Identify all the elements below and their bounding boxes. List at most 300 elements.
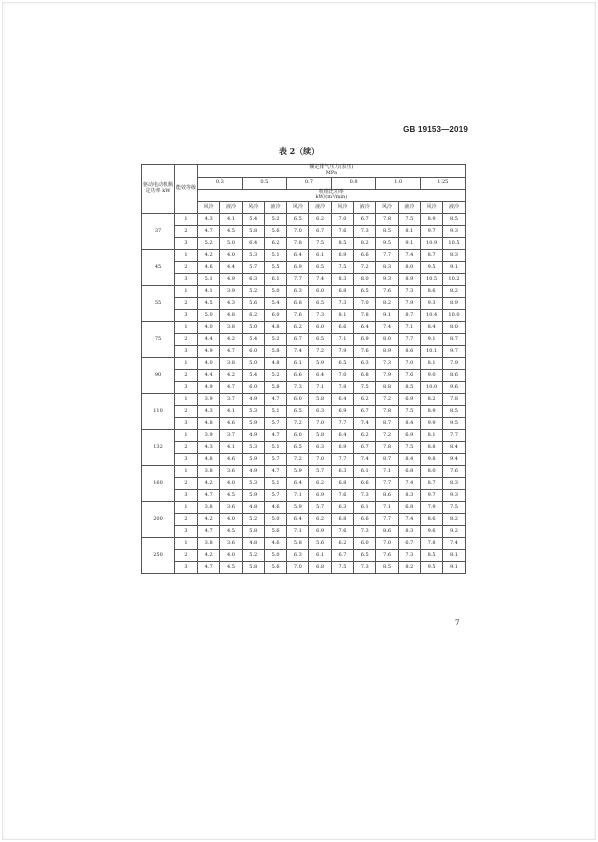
value-cell: 7.5 bbox=[398, 406, 420, 418]
value-cell: 6.3 bbox=[287, 286, 309, 298]
value-cell: 4.7 bbox=[264, 466, 286, 478]
value-cell: 5.1 bbox=[264, 250, 286, 262]
value-cell: 3.7 bbox=[220, 430, 242, 442]
value-cell: 6.0 bbox=[287, 394, 309, 406]
value-cell: 6.5 bbox=[354, 550, 376, 562]
value-cell: 3.9 bbox=[220, 286, 242, 298]
value-cell: 10.9 bbox=[420, 238, 442, 250]
grade-cell: 2 bbox=[175, 550, 198, 562]
value-cell: 7.3 bbox=[398, 286, 420, 298]
grade-cell: 2 bbox=[175, 226, 198, 238]
value-cell: 4.8 bbox=[264, 322, 286, 334]
value-cell: 4.0 bbox=[220, 514, 242, 526]
value-cell: 7.4 bbox=[443, 538, 465, 550]
value-cell: 6.7 bbox=[354, 442, 376, 454]
grade-cell: 1 bbox=[175, 466, 198, 478]
value-cell: 7.6 bbox=[354, 346, 376, 358]
value-cell: 7.4 bbox=[376, 322, 398, 334]
value-cell: 6.8 bbox=[398, 502, 420, 514]
value-cell: 8.1 bbox=[398, 226, 420, 238]
value-cell: 6.9 bbox=[309, 490, 331, 502]
value-cell: 5.0 bbox=[264, 514, 286, 526]
value-cell: 6.2 bbox=[309, 514, 331, 526]
value-cell: 9.7 bbox=[420, 490, 442, 502]
value-cell: 6.4 bbox=[287, 250, 309, 262]
value-cell: 7.5 bbox=[354, 382, 376, 394]
table-row bbox=[142, 238, 466, 250]
value-cell: 5.6 bbox=[309, 538, 331, 550]
value-cell: 8.2 bbox=[443, 286, 465, 298]
motor-power-cell: 160 bbox=[142, 466, 175, 502]
value-cell: 6.0 bbox=[264, 310, 286, 322]
value-cell: 6.2 bbox=[354, 394, 376, 406]
value-cell: 6.9 bbox=[354, 334, 376, 346]
motor-power-cell: 250 bbox=[142, 538, 175, 574]
value-cell: 4.0 bbox=[198, 322, 220, 334]
value-cell: 6.3 bbox=[331, 466, 353, 478]
value-cell: 7.7 bbox=[331, 454, 353, 466]
value-cell: 7.6 bbox=[331, 526, 353, 538]
value-cell: 6.2 bbox=[309, 214, 331, 226]
value-cell: 8.9 bbox=[398, 274, 420, 286]
motor-power-cell: 75 bbox=[142, 322, 175, 358]
value-cell: 4.7 bbox=[264, 394, 286, 406]
pressure-value: 0.5 bbox=[242, 177, 287, 189]
value-cell: 3.6 bbox=[220, 538, 242, 550]
value-cell: 3.6 bbox=[220, 466, 242, 478]
value-cell: 7.2 bbox=[309, 346, 331, 358]
value-cell: 4.6 bbox=[198, 262, 220, 274]
value-cell: 4.8 bbox=[198, 418, 220, 430]
value-cell: 5.9 bbox=[309, 358, 331, 370]
value-cell: 9.7 bbox=[443, 346, 465, 358]
value-cell: 6.4 bbox=[287, 478, 309, 490]
value-cell: 6.6 bbox=[331, 322, 353, 334]
motor-power-cell: 55 bbox=[142, 286, 175, 322]
value-cell: 6.9 bbox=[398, 430, 420, 442]
value-cell: 9.1 bbox=[398, 238, 420, 250]
value-cell: 7.1 bbox=[309, 382, 331, 394]
value-cell: 7.8 bbox=[443, 394, 465, 406]
value-cell: 7.0 bbox=[354, 298, 376, 310]
value-cell: 5.0 bbox=[220, 238, 242, 250]
value-cell: 6.5 bbox=[309, 262, 331, 274]
grade-cell: 2 bbox=[175, 262, 198, 274]
value-cell: 6.9 bbox=[309, 526, 331, 538]
value-cell: 5.4 bbox=[242, 214, 264, 226]
grade-cell: 2 bbox=[175, 370, 198, 382]
grade-cell: 1 bbox=[175, 394, 198, 406]
value-cell: 6.2 bbox=[287, 322, 309, 334]
value-cell: 7.0 bbox=[309, 418, 331, 430]
table-row bbox=[142, 538, 466, 550]
value-cell: 7.1 bbox=[287, 526, 309, 538]
value-cell: 10.2 bbox=[443, 274, 465, 286]
value-cell: 9.1 bbox=[443, 262, 465, 274]
value-cell: 7.0 bbox=[398, 358, 420, 370]
value-cell: 8.1 bbox=[443, 550, 465, 562]
value-cell: 4.1 bbox=[220, 406, 242, 418]
value-cell: 7.2 bbox=[287, 454, 309, 466]
value-cell: 6.0 bbox=[242, 346, 264, 358]
value-cell: 4.2 bbox=[198, 514, 220, 526]
value-cell: 7.9 bbox=[376, 370, 398, 382]
value-cell: 8.2 bbox=[354, 238, 376, 250]
value-cell: 6.5 bbox=[309, 298, 331, 310]
value-cell: 4.9 bbox=[198, 382, 220, 394]
value-cell: 8.7 bbox=[420, 250, 442, 262]
value-cell: 6.2 bbox=[354, 430, 376, 442]
value-cell: 10.0 bbox=[420, 382, 442, 394]
value-cell: 9.8 bbox=[420, 454, 442, 466]
value-cell: 7.8 bbox=[376, 406, 398, 418]
value-cell: 7.0 bbox=[331, 370, 353, 382]
value-cell: 5.3 bbox=[242, 478, 264, 490]
value-cell: 5.2 bbox=[264, 214, 286, 226]
value-cell: 5.6 bbox=[264, 562, 286, 574]
value-cell: 4.8 bbox=[242, 538, 264, 550]
value-cell: 5.8 bbox=[264, 346, 286, 358]
value-cell: 4.2 bbox=[198, 250, 220, 262]
value-cell: 3.7 bbox=[220, 394, 242, 406]
value-cell: 4.5 bbox=[220, 526, 242, 538]
value-cell: 3.8 bbox=[220, 322, 242, 334]
value-cell: 5.2 bbox=[242, 514, 264, 526]
grade-cell: 2 bbox=[175, 406, 198, 418]
value-cell: 9.3 bbox=[420, 298, 442, 310]
value-cell: 5.6 bbox=[242, 298, 264, 310]
motor-power-header: 驱动电动机额定功率 kW bbox=[142, 165, 175, 214]
value-cell: 9.1 bbox=[443, 562, 465, 574]
value-cell: 5.7 bbox=[264, 454, 286, 466]
value-cell: 6.8 bbox=[331, 286, 353, 298]
value-cell: 9.1 bbox=[376, 310, 398, 322]
value-cell: 6.0 bbox=[309, 286, 331, 298]
value-cell: 5.0 bbox=[242, 322, 264, 334]
value-cell: 5.3 bbox=[242, 406, 264, 418]
value-cell: 4.1 bbox=[220, 442, 242, 454]
value-cell: 6.2 bbox=[309, 478, 331, 490]
value-cell: 5.4 bbox=[264, 298, 286, 310]
table-row bbox=[142, 274, 466, 286]
liquid-cooled-header: 液冷 bbox=[398, 202, 420, 214]
value-cell: 8.5 bbox=[420, 550, 442, 562]
value-cell: 10.5 bbox=[443, 238, 465, 250]
value-cell: 7.0 bbox=[309, 454, 331, 466]
value-cell: 7.7 bbox=[376, 478, 398, 490]
pressure-value: 1.25 bbox=[420, 177, 465, 189]
value-cell: 7.7 bbox=[376, 250, 398, 262]
value-cell: 6.4 bbox=[331, 394, 353, 406]
value-cell: 6.5 bbox=[354, 286, 376, 298]
value-cell: 7.8 bbox=[376, 214, 398, 226]
value-cell: 7.1 bbox=[331, 334, 353, 346]
value-cell: 7.3 bbox=[287, 382, 309, 394]
value-cell: 8.4 bbox=[420, 322, 442, 334]
value-cell: 6.1 bbox=[287, 358, 309, 370]
value-cell: 6.1 bbox=[264, 274, 286, 286]
value-cell: 7.0 bbox=[331, 214, 353, 226]
value-cell: 7.6 bbox=[443, 466, 465, 478]
value-cell: 6.8 bbox=[331, 514, 353, 526]
specific-power-header bbox=[198, 189, 466, 202]
value-cell: 6.8 bbox=[331, 478, 353, 490]
grade-cell: 1 bbox=[175, 538, 198, 550]
value-cell: 6.1 bbox=[309, 550, 331, 562]
value-cell: 8.5 bbox=[376, 226, 398, 238]
value-cell: 6.6 bbox=[354, 478, 376, 490]
value-cell: 3.8 bbox=[220, 358, 242, 370]
value-cell: 6.5 bbox=[331, 358, 353, 370]
value-cell: 6.7 bbox=[398, 538, 420, 550]
grade-cell: 3 bbox=[175, 454, 198, 466]
value-cell: 7.6 bbox=[376, 286, 398, 298]
value-cell: 7.3 bbox=[376, 358, 398, 370]
value-cell: 4.2 bbox=[198, 478, 220, 490]
value-cell: 10.0 bbox=[443, 310, 465, 322]
value-cell: 4.3 bbox=[198, 406, 220, 418]
value-cell: 7.9 bbox=[331, 346, 353, 358]
value-cell: 4.0 bbox=[198, 358, 220, 370]
value-cell: 5.9 bbox=[242, 418, 264, 430]
value-cell: 9.1 bbox=[420, 334, 442, 346]
grade-cell: 1 bbox=[175, 502, 198, 514]
value-cell: 4.7 bbox=[264, 430, 286, 442]
value-cell: 5.7 bbox=[264, 418, 286, 430]
value-cell: 6.6 bbox=[354, 250, 376, 262]
table-row bbox=[142, 298, 466, 310]
standard-number: GB 19153—2019 bbox=[403, 125, 468, 134]
value-cell: 4.8 bbox=[242, 502, 264, 514]
motor-power-cell: 90 bbox=[142, 358, 175, 394]
value-cell: 8.3 bbox=[443, 478, 465, 490]
grade-cell: 2 bbox=[175, 478, 198, 490]
value-cell: 5.3 bbox=[242, 442, 264, 454]
value-cell: 9.5 bbox=[420, 262, 442, 274]
pressure-value: 0.7 bbox=[287, 177, 332, 189]
value-cell: 3.9 bbox=[198, 430, 220, 442]
value-cell: 6.6 bbox=[287, 370, 309, 382]
pressure-header-line2: MPa bbox=[325, 169, 337, 176]
value-cell: 8.2 bbox=[376, 298, 398, 310]
value-cell: 8.0 bbox=[376, 334, 398, 346]
air-cooled-header: 风冷 bbox=[287, 202, 309, 214]
value-cell: 7.1 bbox=[376, 502, 398, 514]
value-cell: 8.1 bbox=[420, 430, 442, 442]
value-cell: 7.6 bbox=[331, 490, 353, 502]
value-cell: 7.4 bbox=[287, 346, 309, 358]
table-row bbox=[142, 286, 466, 298]
value-cell: 8.9 bbox=[420, 214, 442, 226]
value-cell: 5.7 bbox=[309, 466, 331, 478]
value-cell: 7.8 bbox=[420, 538, 442, 550]
value-cell: 7.2 bbox=[287, 418, 309, 430]
value-cell: 4.4 bbox=[220, 262, 242, 274]
value-cell: 8.2 bbox=[420, 394, 442, 406]
value-cell: 8.9 bbox=[376, 346, 398, 358]
table-row bbox=[142, 322, 466, 334]
value-cell: 7.6 bbox=[287, 310, 309, 322]
value-cell: 5.1 bbox=[198, 274, 220, 286]
value-cell: 6.2 bbox=[242, 310, 264, 322]
table-caption: 表 2（续） bbox=[278, 146, 320, 156]
value-cell: 5.2 bbox=[242, 286, 264, 298]
value-cell: 7.3 bbox=[354, 562, 376, 574]
liquid-cooled-header: 液冷 bbox=[220, 202, 242, 214]
value-cell: 7.8 bbox=[376, 442, 398, 454]
grade-cell: 3 bbox=[175, 382, 198, 394]
value-cell: 4.6 bbox=[264, 502, 286, 514]
value-cell: 9.3 bbox=[376, 274, 398, 286]
motor-power-cell: 200 bbox=[142, 502, 175, 538]
grade-cell: 3 bbox=[175, 274, 198, 286]
value-cell: 7.7 bbox=[376, 514, 398, 526]
value-cell: 4.3 bbox=[198, 214, 220, 226]
value-cell: 7.7 bbox=[443, 430, 465, 442]
value-cell: 7.4 bbox=[398, 478, 420, 490]
value-cell: 5.9 bbox=[287, 502, 309, 514]
value-cell: 7.2 bbox=[376, 430, 398, 442]
value-cell: 5.4 bbox=[242, 370, 264, 382]
value-cell: 4.9 bbox=[242, 394, 264, 406]
value-cell: 5.4 bbox=[242, 334, 264, 346]
value-cell: 4.0 bbox=[220, 550, 242, 562]
value-cell: 8.7 bbox=[376, 454, 398, 466]
liquid-cooled-header: 液冷 bbox=[354, 202, 376, 214]
value-cell: 8.5 bbox=[331, 238, 353, 250]
value-cell: 6.4 bbox=[354, 322, 376, 334]
table-row bbox=[142, 370, 466, 382]
value-cell: 7.0 bbox=[287, 226, 309, 238]
value-cell: 8.8 bbox=[420, 442, 442, 454]
value-cell: 9.4 bbox=[443, 454, 465, 466]
value-cell: 8.7 bbox=[398, 310, 420, 322]
value-cell: 8.0 bbox=[443, 322, 465, 334]
value-cell: 6.0 bbox=[354, 538, 376, 550]
value-cell: 10.1 bbox=[420, 346, 442, 358]
table-row bbox=[142, 310, 466, 322]
value-cell: 5.0 bbox=[242, 358, 264, 370]
table-row bbox=[142, 562, 466, 574]
value-cell: 4.8 bbox=[198, 454, 220, 466]
value-cell: 5.8 bbox=[287, 538, 309, 550]
value-cell: 5.8 bbox=[242, 562, 264, 574]
value-cell: 8.6 bbox=[420, 286, 442, 298]
value-cell: 7.3 bbox=[354, 526, 376, 538]
value-cell: 8.5 bbox=[443, 214, 465, 226]
value-cell: 5.0 bbox=[198, 310, 220, 322]
value-cell: 7.3 bbox=[398, 550, 420, 562]
table-row bbox=[142, 466, 466, 478]
value-cell: 7.2 bbox=[354, 262, 376, 274]
table-row bbox=[142, 250, 466, 262]
value-cell: 6.7 bbox=[331, 550, 353, 562]
value-cell: 9.2 bbox=[443, 526, 465, 538]
value-cell: 4.5 bbox=[220, 226, 242, 238]
value-cell: 5.9 bbox=[242, 454, 264, 466]
value-cell: 6.7 bbox=[287, 334, 309, 346]
value-cell: 5.1 bbox=[264, 442, 286, 454]
grade-cell: 1 bbox=[175, 286, 198, 298]
value-cell: 8.6 bbox=[376, 526, 398, 538]
grade-cell: 3 bbox=[175, 418, 198, 430]
value-cell: 7.7 bbox=[398, 334, 420, 346]
value-cell: 6.8 bbox=[354, 370, 376, 382]
value-cell: 8.4 bbox=[398, 418, 420, 430]
value-cell: 7.1 bbox=[376, 466, 398, 478]
pressure-header-line1: 额定排气压力(表压) bbox=[309, 164, 354, 170]
air-cooled-header: 风冷 bbox=[331, 202, 353, 214]
grade-cell: 2 bbox=[175, 298, 198, 310]
value-cell: 8.3 bbox=[331, 274, 353, 286]
value-cell: 4.9 bbox=[242, 430, 264, 442]
table-row bbox=[142, 418, 466, 430]
value-cell: 8.4 bbox=[443, 442, 465, 454]
value-cell: 6.2 bbox=[264, 238, 286, 250]
pressure-value: 0.8 bbox=[331, 177, 376, 189]
pressure-header bbox=[198, 165, 466, 178]
value-cell: 8.3 bbox=[398, 526, 420, 538]
value-cell: 7.5 bbox=[398, 214, 420, 226]
liquid-cooled-header: 液冷 bbox=[443, 202, 465, 214]
value-cell: 5.6 bbox=[264, 526, 286, 538]
value-cell: 8.1 bbox=[420, 358, 442, 370]
air-cooled-header: 风冷 bbox=[242, 202, 264, 214]
value-cell: 8.5 bbox=[398, 382, 420, 394]
grade-cell: 3 bbox=[175, 562, 198, 574]
value-cell: 9.5 bbox=[443, 418, 465, 430]
value-cell: 7.5 bbox=[331, 562, 353, 574]
value-cell: 6.1 bbox=[354, 502, 376, 514]
value-cell: 5.8 bbox=[264, 382, 286, 394]
table-row bbox=[142, 526, 466, 538]
grade-cell: 3 bbox=[175, 238, 198, 250]
value-cell: 3.6 bbox=[220, 502, 242, 514]
value-cell: 4.2 bbox=[220, 334, 242, 346]
value-cell: 6.3 bbox=[287, 550, 309, 562]
value-cell: 5.2 bbox=[242, 550, 264, 562]
value-cell: 4.7 bbox=[198, 526, 220, 538]
value-cell: 7.0 bbox=[287, 562, 309, 574]
value-cell: 8.3 bbox=[376, 262, 398, 274]
value-cell: 8.1 bbox=[331, 310, 353, 322]
value-cell: 4.9 bbox=[242, 466, 264, 478]
value-cell: 9.6 bbox=[420, 526, 442, 538]
value-cell: 7.9 bbox=[443, 358, 465, 370]
value-cell: 9.3 bbox=[443, 226, 465, 238]
value-cell: 8.6 bbox=[420, 514, 442, 526]
value-cell: 7.5 bbox=[443, 502, 465, 514]
value-cell: 6.4 bbox=[331, 430, 353, 442]
value-cell: 3.8 bbox=[198, 538, 220, 550]
value-cell: 6.9 bbox=[398, 394, 420, 406]
table-row bbox=[142, 226, 466, 238]
value-cell: 5.8 bbox=[242, 226, 264, 238]
table-row bbox=[142, 214, 466, 226]
value-cell: 7.4 bbox=[354, 418, 376, 430]
value-cell: 4.7 bbox=[220, 346, 242, 358]
value-cell: 6.7 bbox=[354, 214, 376, 226]
value-cell: 6.3 bbox=[309, 406, 331, 418]
value-cell: 8.6 bbox=[376, 490, 398, 502]
value-cell: 4.8 bbox=[264, 358, 286, 370]
value-cell: 7.3 bbox=[309, 310, 331, 322]
value-cell: 6.7 bbox=[354, 406, 376, 418]
value-cell: 5.1 bbox=[264, 478, 286, 490]
value-cell: 6.3 bbox=[354, 358, 376, 370]
value-cell: 6.1 bbox=[309, 250, 331, 262]
grade-cell: 2 bbox=[175, 442, 198, 454]
